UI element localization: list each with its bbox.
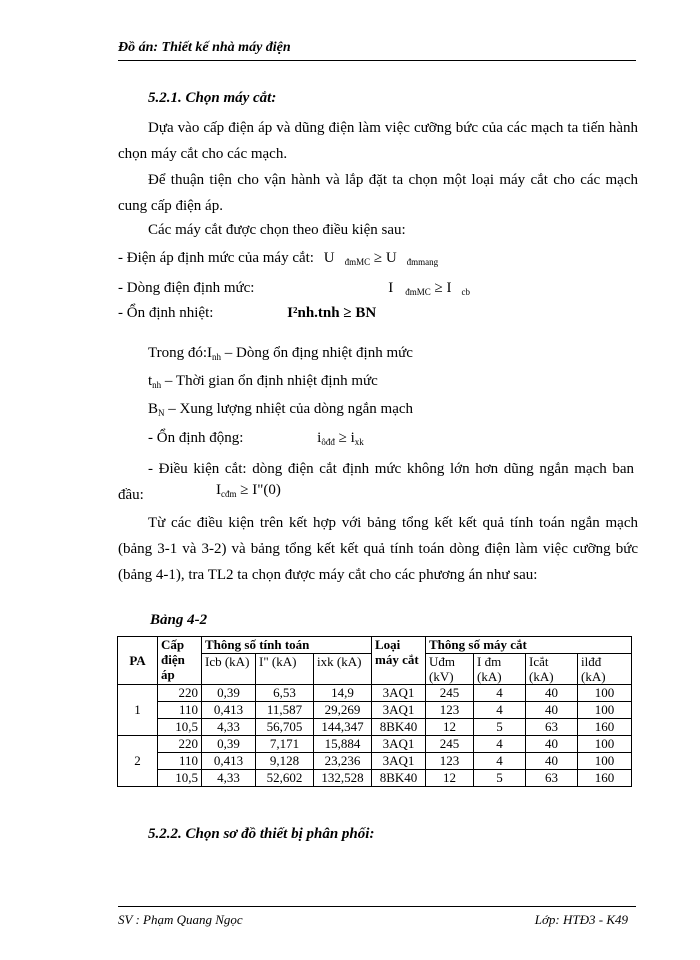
header-udm: Uđm (kV): [426, 654, 474, 685]
condition-dynamic-label: - Ổn định động:: [148, 430, 244, 446]
table-row: 110 0,413 9,128 23,236 3AQ1 123 4 40 100: [118, 753, 632, 770]
header-calc-params: Thông số tính toán: [202, 637, 372, 654]
section-heading-1: 5.2.1. Chọn máy cắt:: [148, 90, 277, 106]
where-bn: $B_N$ – Xung lượng nhiệt của dòng ngắn mạch: [148, 401, 414, 418]
header-rule: [118, 60, 636, 61]
condition-thermal: [118, 305, 376, 322]
pa-cell: 2: [118, 736, 158, 787]
header-icb: Icb (kA): [202, 654, 256, 685]
header-icat: Icắt (kA): [526, 654, 578, 685]
header-breaker-type: Loại máy cắt: [372, 637, 426, 685]
page-header-title: Đồ án: Thiết kế nhà máy điện: [118, 40, 291, 55]
header-cap-dien-ap: Cấp điện áp: [158, 637, 202, 685]
header-ildd: ilđđ (kA): [578, 654, 632, 685]
condition-voltage-label: - Điện áp định mức của máy cắt:: [118, 250, 314, 266]
breaking-formula: $I_{cđm}$ ≥ I"(0): [216, 482, 281, 499]
header-i2: I" (kA): [256, 654, 314, 685]
section-heading-2: 5.2.2. Chọn sơ đồ thiết bị phân phối:: [148, 826, 375, 842]
condition-dynamic: - Ổn định động: $i_{ôđđ} \ge i_{xk}$: [148, 430, 364, 447]
where-inh: Trong $đó:I_{nh}$ – Dòng ổn địng nhiệt định mức: [148, 345, 413, 362]
condition-voltage: - Điện áp định mức của máy cắt: U $_{đmMC}$ ≥ U $_{đmmang}$: [118, 250, 439, 267]
header-breaker-params: Thông số máy cắt: [426, 637, 632, 654]
pa-cell: 1: [118, 685, 158, 736]
breaker-table: [117, 636, 632, 787]
condition-breaking: - Điều kiện cắt: dòng điện cắt định mức không lớn hơn dũng ngắn mạch ban đầu:: [118, 461, 634, 503]
header-idm: I đm (kA): [474, 654, 526, 685]
condition-thermal-label: - Ổn định nhiệt:: [118, 305, 214, 321]
table-caption: Bảng 4-2: [150, 612, 208, 628]
table-row: 10,5 4,33 52,602 132,528 8BK40 12 5 63 160: [118, 770, 632, 787]
paragraph-1: Dựa vào cấp điện áp và dũng điện làm việc cưỡng bức của các mạch ta tiến hành chọn máy cắt cho các mạch.: [118, 120, 638, 162]
paragraph-3: Các máy cắt được chọn theo điều kiện sau:: [148, 222, 406, 238]
table-row: 110 0,413 11,587 29,269 3AQ1 123 4 40 100: [118, 702, 632, 719]
paragraph-4: Từ các điều kiện trên kết hợp với bảng tổng kết kết quả tính toán ngắn mạch (bảng 3-1 và 3-2) và bảng tổng kết kết quả tính toán dòng điện làm việc cưỡng bức (bảng 4-1), tra TL2 ta chọn được máy cắt cho các phương án như sau:: [118, 515, 638, 583]
table-row: 10,5 4,33 56,705 144,347 8BK40 12 5 63 160: [118, 719, 632, 736]
footer-class: Lớp: HTĐ3 - K49: [534, 912, 628, 927]
table-row: 1 220 0,39 6,53 14,9 3AQ1 245 4 40 100: [118, 685, 632, 702]
table-header-row-1: [118, 637, 632, 654]
footer-rule: [118, 906, 636, 907]
table-row: 2 220 0,39 7,171 15,884 3AQ1 245 4 40 100: [118, 736, 632, 753]
footer-student: SV : Phạm Quang Ngọc: [118, 912, 243, 927]
paragraph-2: Để thuận tiện cho vận hành và lắp đặt ta chọn một loại máy cắt cho các mạch cung cấp điện áp.: [118, 172, 638, 214]
condition-current-label: - Dòng điện định mức:: [118, 280, 255, 296]
where-tnh: $t_{nh}$ – Thời gian ổn định nhiệt định mức: [148, 373, 378, 390]
condition-current: - Dòng điện định mức: I $_{đmMC}$ ≥ I $_{cb}$: [118, 280, 470, 297]
header-pa: PA: [118, 637, 158, 685]
thermal-formula: I²nh.tnh ≥ BN: [287, 305, 377, 321]
header-ixk: ixk (kA): [314, 654, 372, 685]
